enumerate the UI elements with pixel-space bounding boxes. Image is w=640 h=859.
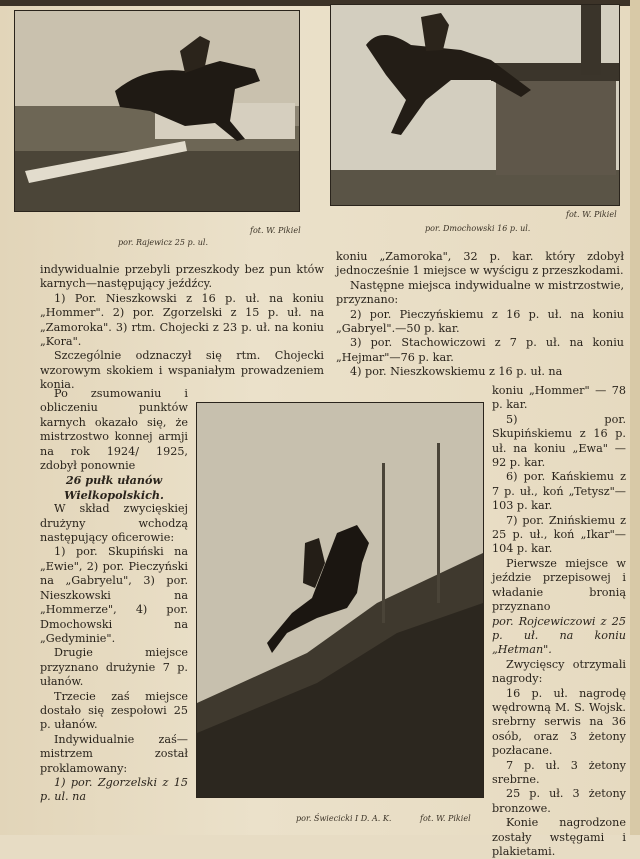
paragraph: Indywidualnie zaś—mistrzem został proklamowany: <box>40 732 188 775</box>
paragraph: 1) por. Skupiński na „Ewie", 2) por. Pieczyński na „Gabryelu", 3) por. Nieszkowski na „Hommerze", 4) por. Dmochowski na „Gedyminie". <box>40 545 188 645</box>
left-column-narrow <box>40 387 188 805</box>
photo-credit: fot. W. Pikiel <box>566 210 617 219</box>
paragraph: Konie nagrodzone zostały wstęgami i plakietami. <box>492 816 626 858</box>
paragraph: 25 p. uł. 3 żetony bronzowe. <box>492 787 626 815</box>
paragraph: 4) por. Nieszkowskiemu z 16 p. uł. na <box>350 365 563 379</box>
photo-horse-jump-right <box>330 4 620 206</box>
photo-horse-slope <box>196 402 484 798</box>
paragraph: koniu „Hommer" — 78 p. kar. <box>492 384 626 412</box>
paragraph: 3) por. Stachowiczowi z 7 p. uł. na koniu „Hejmar"—76 p. kar. <box>336 336 624 364</box>
paragraph: por. Rojcewiczowi z 25 p. uł. na koniu „Hetman". <box>492 614 626 657</box>
paragraph: Po zsumowaniu i obliczeniu punktów karnych okazało się, że mistrzostwo konnej armji na rok 1924/ 1925, zdobył ponownie <box>40 387 188 473</box>
paragraph: 5) por. Skupińskiemu z 16 p. uł. na koniu „Ewa" — 92 p. kar. <box>492 412 626 470</box>
paragraph: 16 p. uł. nagrodę wędrowną M. S. Wojsk. srebrny serwis na 36 osób, oraz 3 żetony pozłacane. <box>492 686 626 758</box>
right-column-top <box>336 250 624 380</box>
paragraph: 7 p. uł. 3 żetony srebrne. <box>492 758 626 786</box>
regiment-name: 26 pułk ułanów Wielkopolskich. <box>64 473 164 502</box>
paragraph: Drugie miejsce przyznano drużynie 7 p. ułanów. <box>40 646 188 689</box>
paragraph: Pierwsze miejsce w jeździe przepisowej i władanie bronią przyznano <box>492 556 626 614</box>
paragraph: koniu „Zamoroka", 32 p. kar. który zdobył jednocześnie 1 miejsce w wyścigu z przeszkodami. <box>336 250 624 278</box>
paragraph: Zwycięscy otrzymali nagrody: <box>492 657 626 686</box>
paragraph: 1) Por. Nieszkowski z 16 p. uł. na koniu „Hommer". 2) por. Zgorzelski z 15 p. uł. na „Zamoroka". 3) rtm. Chojecki z 23 p. uł. na koniu „Kora". <box>40 291 324 349</box>
photo-caption: por. Rajewicz 25 p. ul. <box>118 238 208 247</box>
paragraph: Szczególnie odznaczył się rtm. Chojecki wzorowym skokiem i wspaniałym prowadzeniem konia. <box>40 349 324 392</box>
paragraph: 6) por. Kańskiemu z 7 p. uł., koń „Tetysz"—103 p. kar. <box>492 470 626 513</box>
page-edge <box>630 0 640 835</box>
paragraph: Następne miejsca indywidualne w mistrzostwie, przyznano: <box>336 278 624 307</box>
photo-credit: fot. W. Pikiel <box>420 814 471 823</box>
right-column-narrow <box>492 384 626 859</box>
paragraph: indywidualnie przebyli przeszkody bez pun któw karnych—następujący jeźdźcy. <box>40 263 324 291</box>
paragraph: 1) por. Zgorzelski z 15 p. ul. na <box>40 775 188 804</box>
paragraph: 7) por. Znińskiemu z 25 p. uł., koń „Ikar"—104 p. kar. <box>492 513 626 556</box>
paragraph: Trzecie zaś miejsce dostało się zespołowi 25 p. ułanów. <box>40 689 188 732</box>
photo-horse-jump-left <box>14 10 300 212</box>
left-column-top <box>40 263 324 393</box>
photo-caption: por. Dmochowski 16 p. ul. <box>425 224 531 233</box>
photo-caption: por. Świecicki I D. A. K. <box>296 814 392 823</box>
paragraph: 2) por. Pieczyńskiemu z 16 p. uł. na koniu „Gabryel".—50 p. kar. <box>336 307 624 336</box>
photo-credit: fot. W. Pikiel <box>250 226 301 235</box>
paragraph: W skład zwycięskiej drużyny wchodzą następujący oficerowie: <box>40 502 188 545</box>
